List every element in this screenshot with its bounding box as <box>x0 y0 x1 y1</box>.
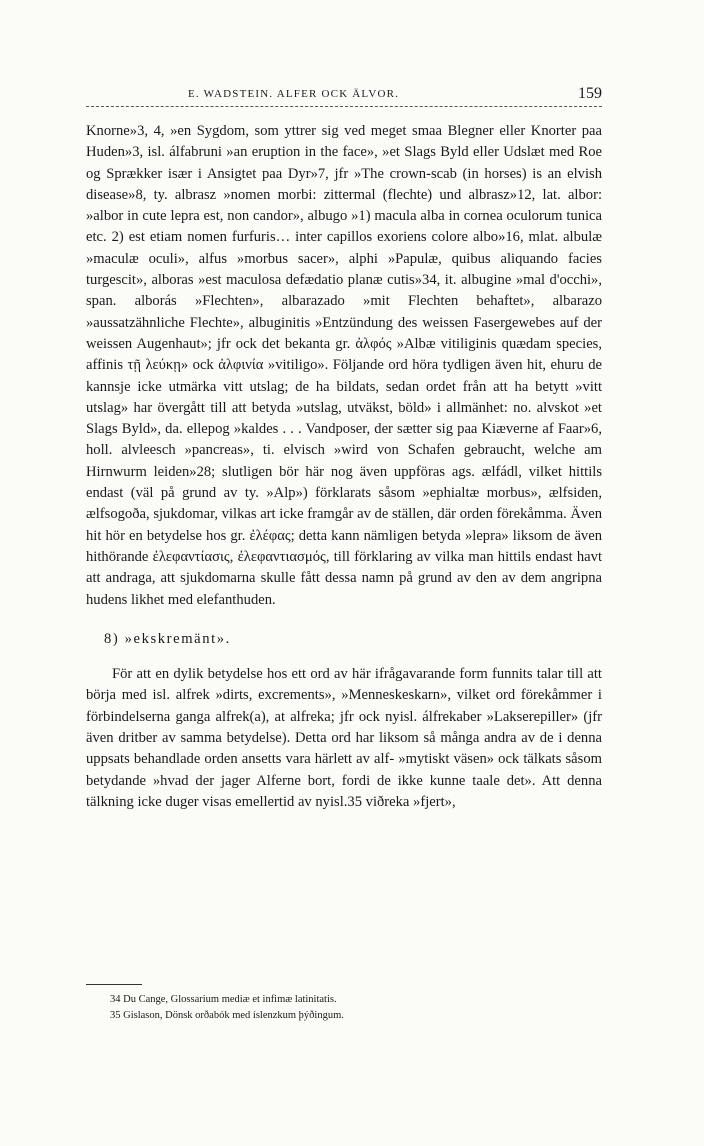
footnote-35: 35 Gislason, Dönsk orðabók med íslenzkum þýðingum. <box>110 1010 344 1021</box>
page-number: 159 <box>578 85 602 102</box>
header-title: E. WADSTEIN. ALFER OCK ÄLVOR. <box>188 88 400 100</box>
paragraph-1: Knorne»3, 4, »en Sygdom, som yttrer sig ved meget smaa Blegner eller Knorter paa Huden»3, isl. álfabruni »an eruption in the face», »et Slags Byld eller Udslæt med Roe og Sprækker især i Ansigtet paa Dyr»7, jfr »The crown-scab (in horses) is an elvish disease»8, ty. albrasz »nomen morbi: zittermal (flechte) und albrasz»12, lat. albor: »albor in cute lepra est, non candor», albugo »1) macula alba in cornea oculorum tunica etc. 2) est etiam nomen furfuris… inter capillos exoriens colore albo»16, mlat. albulæ »maculæ oculi», alfus »morbus sacer», alphi »Papulæ, quibus aliquando facies turgescit», alboras »est maculosa defædatio planæ cutis»34, it. albugine »mal d'occhi», span. alborás »Flechten», albarazado »mit Flechten behaftet», albarazo »aussatzähnliche Flechte», albuginitis »Entzündung des weissen Fasergewebes auf der weissen Augenhaut»; jfr ock det bekanta gr. ἀλφός »Albæ vitiliginis quædam species, affinis τῇ λεύκῃ» ock ἀλφινία »vitiligo». Följande ord höra tydligen även hit, ehuru de kannsje icke utmärka vitt utslag; de ha bildats, sedan ordet från att ha betytt »vitt utslag» har övergått till att betyda »utslag, utväkst, böld» i allmänhet: no. alvskot »et Slags Byld», da. ellepog »kaldes . . . Vandposer, der sætter sig paa Kiæverne af Faar»6, holl. alvleesch »pancreas», ti. elvisch »wird von Schafen gebraucht, welche am Hirnwurm leiden»28; slutligen bör här nog även uppföras ags. ælfádl, vilket hittils endast (väl på grund av ty. »Alp») förklarats såsom »ephialtæ morbus», ælfsiden, ælfsogoða, sjukdomar, vilkas art icke framgår av de ställen, där orden förekåmma. Även hit hör en betydelse hos gr. ἐλέφας; detta kann nämligen betyda »lepra» liksom de även hithörande ἐλεφαντίασις, ἐλεφαντιασμός, till förklaring av vilka man hittils endast havt att andraga, att sjukdomarna skulle fått dessa namn på grund av den av dem angripna hudens likhet med elefanthuden. <box>86 123 602 608</box>
footnote-34: 34 Du Cange, Glossarium mediæ et infimæ latinitatis. <box>110 994 337 1005</box>
header-rule <box>86 106 602 108</box>
running-header <box>86 86 602 106</box>
footnote-rule <box>86 984 142 985</box>
body-text <box>86 121 602 813</box>
paragraph-2: För att en dylik betydelse hos ett ord av här ifrågavarande form funnits talar till att börja med isl. alfrek »dirts, excrements», »Menneskeskarn», vilket ord förekåmmer i förbindelserna ganga alfrek(a), at alfreka; jfr ock nyisl. álfrekaber »Lakserepiller» (jfr även dritber av samma betydelse). Detta ord har liksom så många andra av de i denna uppsats behandlade orden ansetts vara härlett av alf- »mytiskt väsen» ock tälkats såsom betydande »hvad der jager Alferne bort, fordi de ikke kunne taale det». Att denna tälkning icke duger visas emellertid av nyisl.35 viðreka »fjert», <box>86 666 602 810</box>
section-heading: 8) »ekskremänt». <box>104 630 231 647</box>
footnotes <box>86 992 602 1024</box>
